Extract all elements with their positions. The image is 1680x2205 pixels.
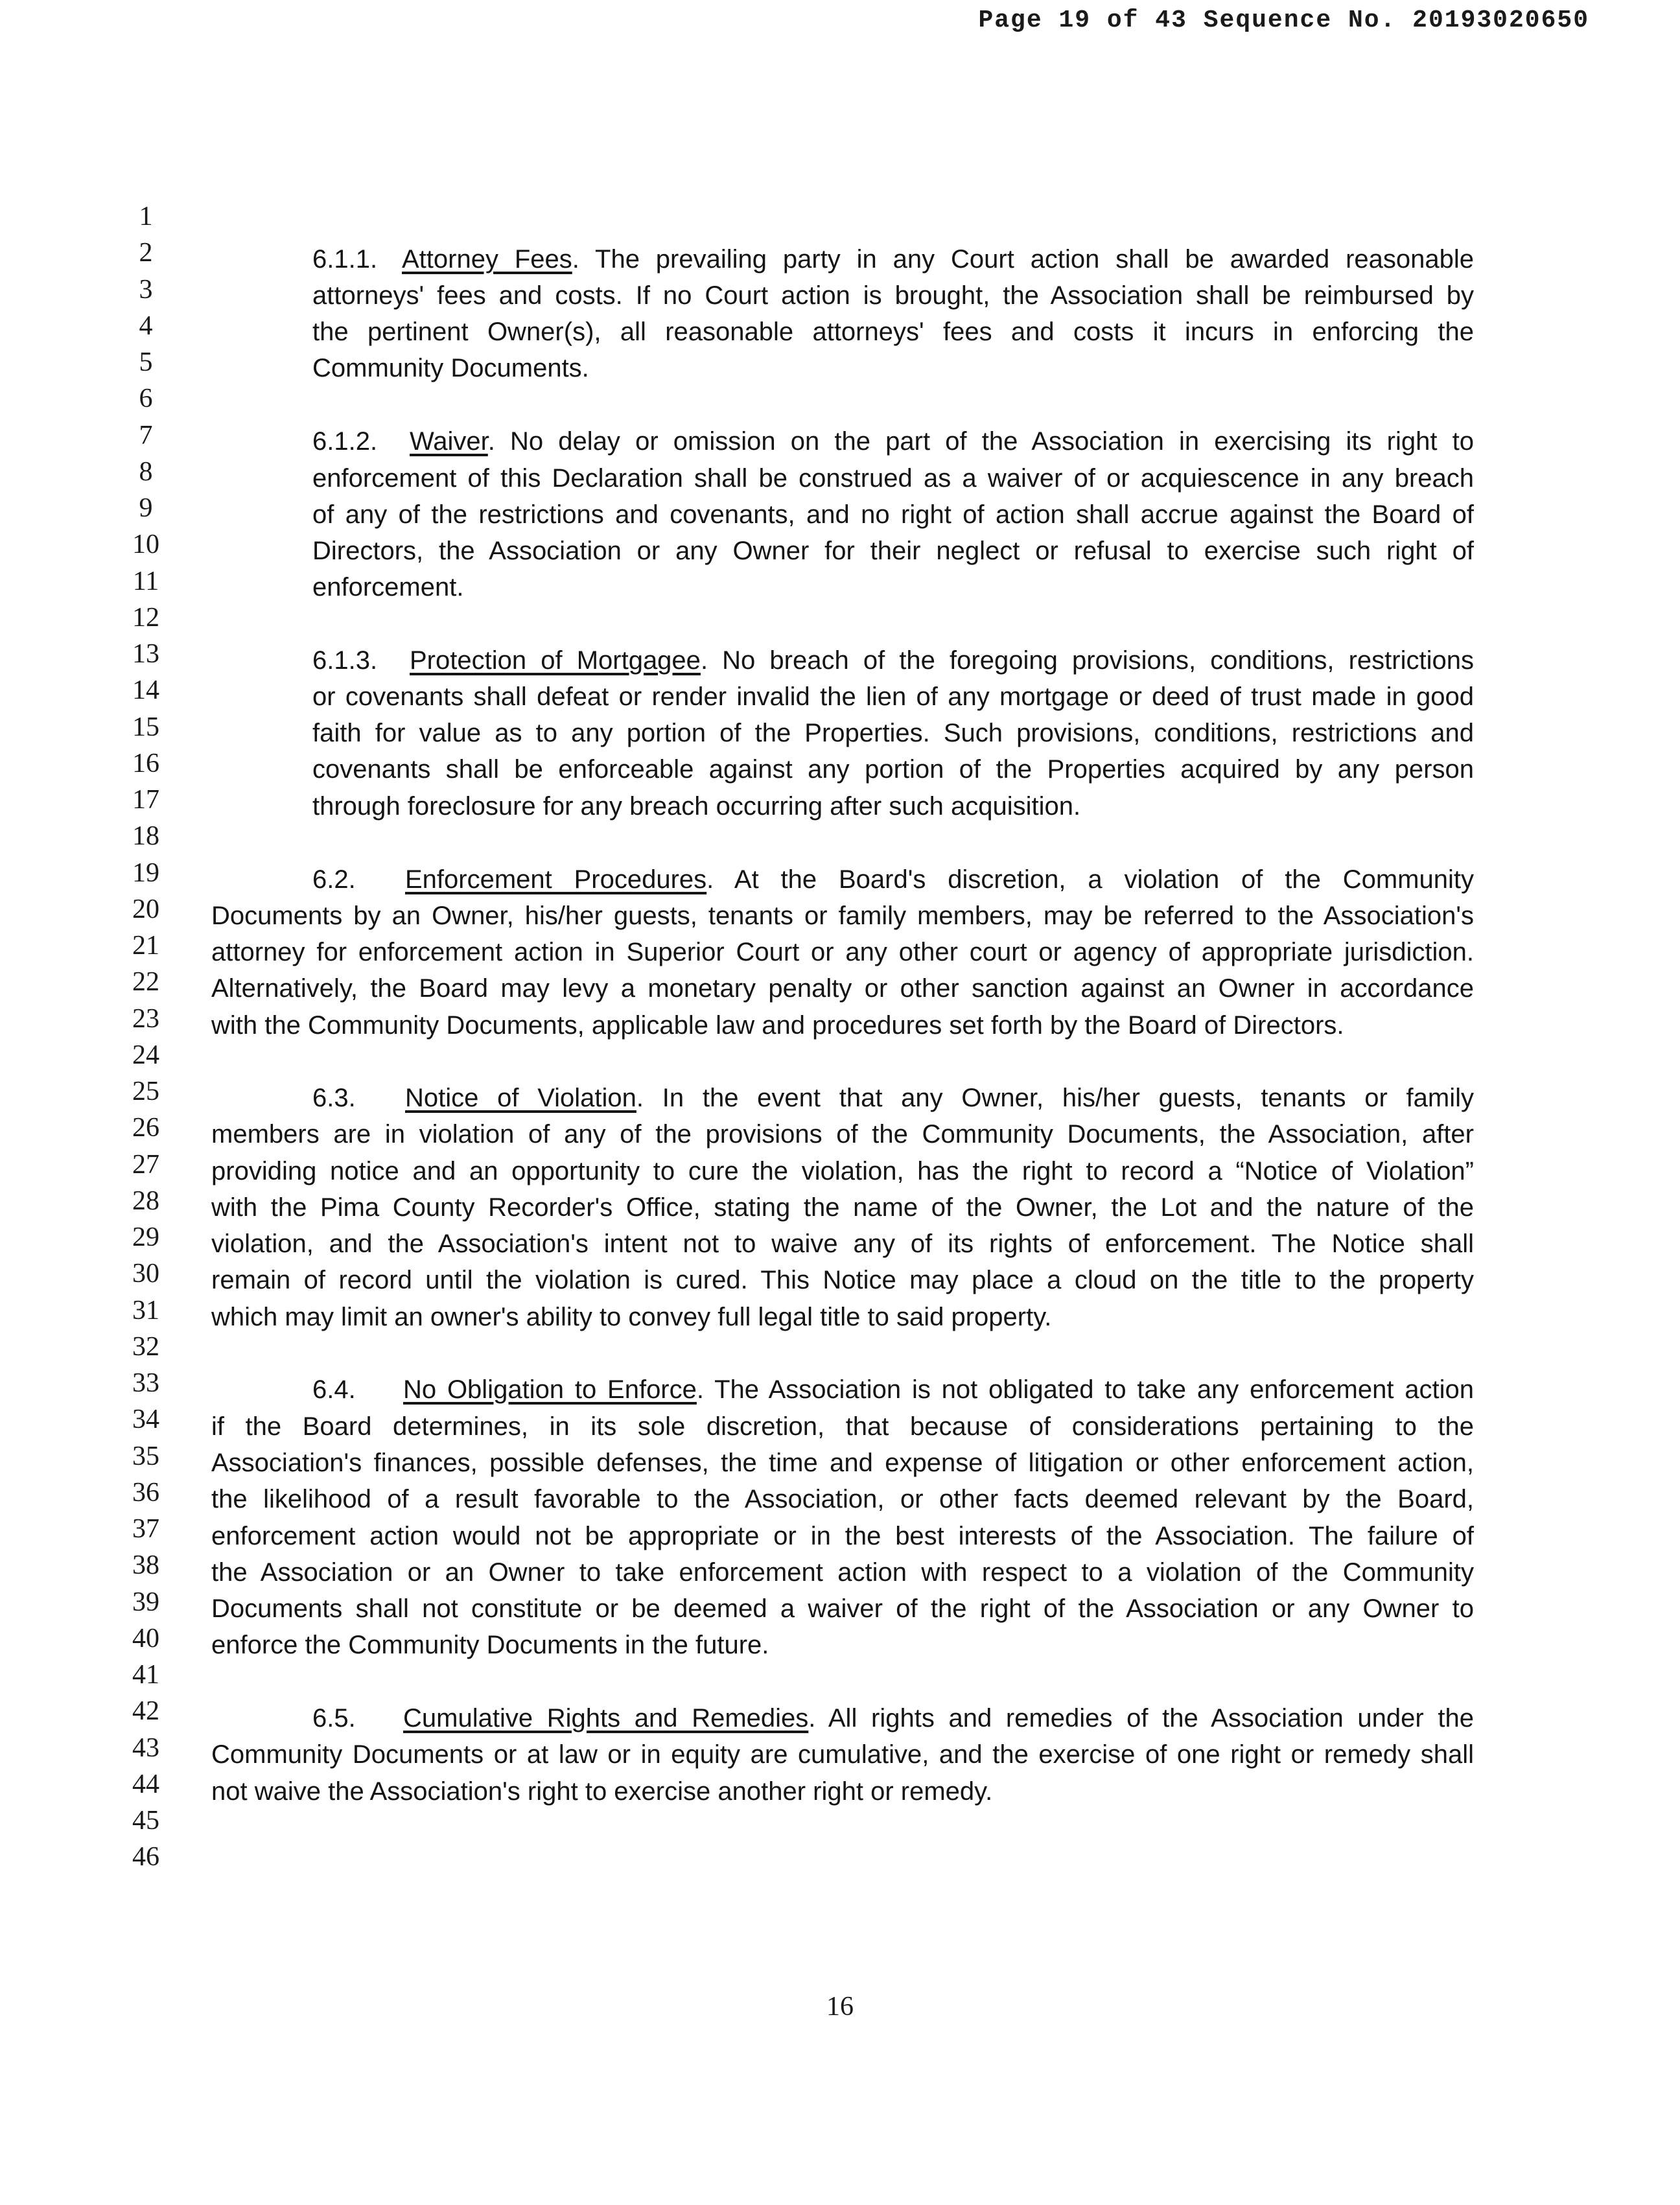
line-number: 4 <box>139 310 153 341</box>
section-number: 6.1.1. <box>312 245 378 274</box>
page-header: Page 19 of 43 Sequence No. 20193020650 <box>978 6 1589 34</box>
section-number: 6.3. <box>312 1084 356 1112</box>
line-number: 24 <box>132 1040 159 1070</box>
text-line: enforcement of this Declaration shall be construed as a waiver of or acquiescence in any breach <box>312 464 1474 493</box>
text-line: if the Board determines, in its sole discretion, that because of considerations pertaining to the <box>211 1412 1474 1441</box>
text-line: enforcement action would not be appropriate or in the best interests of the Association. The failure of <box>211 1522 1474 1550</box>
line-number: 23 <box>132 1003 159 1034</box>
text-line: members are in violation of any of the provisions of the Community Documents, the Association, after <box>211 1120 1474 1149</box>
text-line: through foreclosure for any breach occurring after such acquisition. <box>312 792 1081 821</box>
line-number: 45 <box>132 1806 159 1836</box>
text-line: violation, and the Association's intent not to waive any of its rights of enforcement. The Notice shall <box>211 1230 1474 1258</box>
text-line: not waive the Association's right to exercise another right or remedy. <box>211 1777 993 1806</box>
line-number: 26 <box>132 1113 159 1143</box>
line-number: 12 <box>132 602 159 633</box>
text-line: the pertinent Owner(s), all reasonable attorneys' fees and costs it incurs in enforcing the <box>312 318 1474 346</box>
line-number: 13 <box>132 639 159 669</box>
text-line: which may limit an owner's ability to convey full legal title to said property. <box>211 1303 1052 1331</box>
line-number: 32 <box>132 1331 159 1362</box>
line-number: 28 <box>132 1185 159 1216</box>
text-line: remain of record until the violation is cured. This Notice may place a cloud on the title to the property <box>211 1266 1474 1294</box>
section-heading: Protection of Mortgagee <box>410 646 701 675</box>
text-line: Documents shall not constitute or be deemed a waiver of the right of the Association or any Owner to <box>211 1594 1474 1623</box>
line-number: 22 <box>132 967 159 998</box>
line-number: 18 <box>132 821 159 852</box>
text-line: with the Pima County Recorder's Office, stating the name of the Owner, the Lot and the nature of the <box>211 1193 1474 1222</box>
line-number: 20 <box>132 894 159 924</box>
section-number: 6.2. <box>312 865 356 894</box>
line-number: 7 <box>139 420 153 450</box>
text-line: with the Community Documents, applicable law and procedures set forth by the Board of Directors. <box>211 1011 1344 1040</box>
text-line: . No breach of the foregoing provisions, conditions, restrictions <box>700 646 1474 675</box>
text-line: providing notice and an opportunity to cure the violation, has the right to record a “Notice of Violation” <box>211 1157 1474 1185</box>
line-number: 8 <box>139 456 153 487</box>
line-number: 2 <box>139 238 153 268</box>
text-line: . All rights and remedies of the Association under the <box>808 1704 1474 1732</box>
text-line: attorney for enforcement action in Superior Court or any other court or agency of appropriate jurisdiction. <box>211 938 1474 966</box>
line-number: 38 <box>132 1550 159 1581</box>
text-line: the Association or an Owner to take enforcement action with respect to a violation of the Community <box>211 1558 1474 1587</box>
line-number: 41 <box>132 1660 159 1690</box>
section-heading: No Obligation to Enforce <box>403 1375 697 1404</box>
line-number: 39 <box>132 1587 159 1617</box>
line-number: 43 <box>132 1732 159 1763</box>
text-line: Community Documents or at law or in equity are cumulative, and the exercise of one right or remedy shall <box>211 1740 1474 1769</box>
text-line: of any of the restrictions and covenants, and no right of action shall accrue against the Board of <box>312 500 1474 529</box>
line-number: 44 <box>132 1769 159 1799</box>
text-line: or covenants shall defeat or render invalid the lien of any mortgage or deed of trust made in good <box>312 682 1474 711</box>
line-number: 37 <box>132 1514 159 1544</box>
line-number: 17 <box>132 785 159 815</box>
line-number: 35 <box>132 1441 159 1471</box>
text-line: faith for value as to any portion of the Properties. Such provisions, conditions, restrictions and <box>312 719 1474 747</box>
section-number: 6.4. <box>312 1375 356 1404</box>
section-number: 6.1.3. <box>312 646 378 675</box>
section-number: 6.1.2. <box>312 427 378 456</box>
line-number: 3 <box>139 274 153 305</box>
text-line: enforcement. <box>312 573 464 601</box>
line-number: 19 <box>132 858 159 888</box>
text-line: . In the event that any Owner, his/her guests, tenants or family <box>636 1084 1474 1112</box>
text-line: Association's finances, possible defenses, the time and expense of litigation or other enforcement action, <box>211 1449 1474 1477</box>
text-line: attorneys' fees and costs. If no Court action is brought, the Association shall be reimbursed by <box>312 281 1474 310</box>
page-number: 16 <box>826 1992 854 2022</box>
text-line: . At the Board's discretion, a violation of the Community <box>706 865 1474 894</box>
text-line: Directors, the Association or any Owner for their neglect or refusal to exercise such right of <box>312 537 1474 565</box>
line-number: 36 <box>132 1477 159 1508</box>
line-number: 46 <box>132 1842 159 1872</box>
line-number: 31 <box>132 1295 159 1325</box>
line-number: 6 <box>139 384 153 414</box>
text-line: Community Documents. <box>312 354 589 382</box>
text-line: . The prevailing party in any Court action shall be awarded reasonable <box>572 245 1475 274</box>
line-number: 10 <box>132 530 159 560</box>
line-number: 5 <box>139 347 153 377</box>
line-number: 34 <box>132 1405 159 1435</box>
section-number: 6.5. <box>312 1704 356 1732</box>
line-number: 15 <box>132 712 159 742</box>
text-line: the likelihood of a result favorable to the Association, or other facts deemed relevant by the Board, <box>211 1485 1474 1513</box>
text-line: covenants shall be enforceable against any portion of the Properties acquired by any person <box>312 755 1474 784</box>
text-line: enforce the Community Documents in the future. <box>211 1631 769 1659</box>
line-number: 25 <box>132 1077 159 1106</box>
line-number: 16 <box>132 748 159 778</box>
line-number: 1 <box>139 202 153 231</box>
section-heading: Notice of Violation <box>405 1084 636 1112</box>
line-number: 14 <box>132 675 159 706</box>
text-line: Documents by an Owner, his/her guests, tenants or family members, may be referred to the Association's <box>211 902 1474 930</box>
section-heading: Waiver <box>410 427 488 456</box>
line-number: 21 <box>132 931 159 961</box>
line-number: 40 <box>132 1623 159 1653</box>
text-line: . No delay or omission on the part of the Association in exercising its right to <box>487 427 1474 456</box>
line-number: 11 <box>132 566 159 596</box>
line-number: 9 <box>139 493 153 523</box>
text-line: . The Association is not obligated to take any enforcement action <box>696 1375 1475 1404</box>
line-number: 30 <box>132 1259 159 1289</box>
section-heading: Attorney Fees <box>402 245 572 274</box>
text-line: Alternatively, the Board may levy a monetary penalty or other sanction against an Owner in accordance <box>211 974 1474 1003</box>
line-number: 42 <box>132 1696 159 1727</box>
line-number: 33 <box>132 1368 159 1398</box>
line-number: 27 <box>132 1149 159 1180</box>
section-heading: Enforcement Procedures <box>405 865 707 894</box>
section-heading: Cumulative Rights and Remedies <box>403 1704 809 1732</box>
line-number: 29 <box>132 1222 159 1252</box>
